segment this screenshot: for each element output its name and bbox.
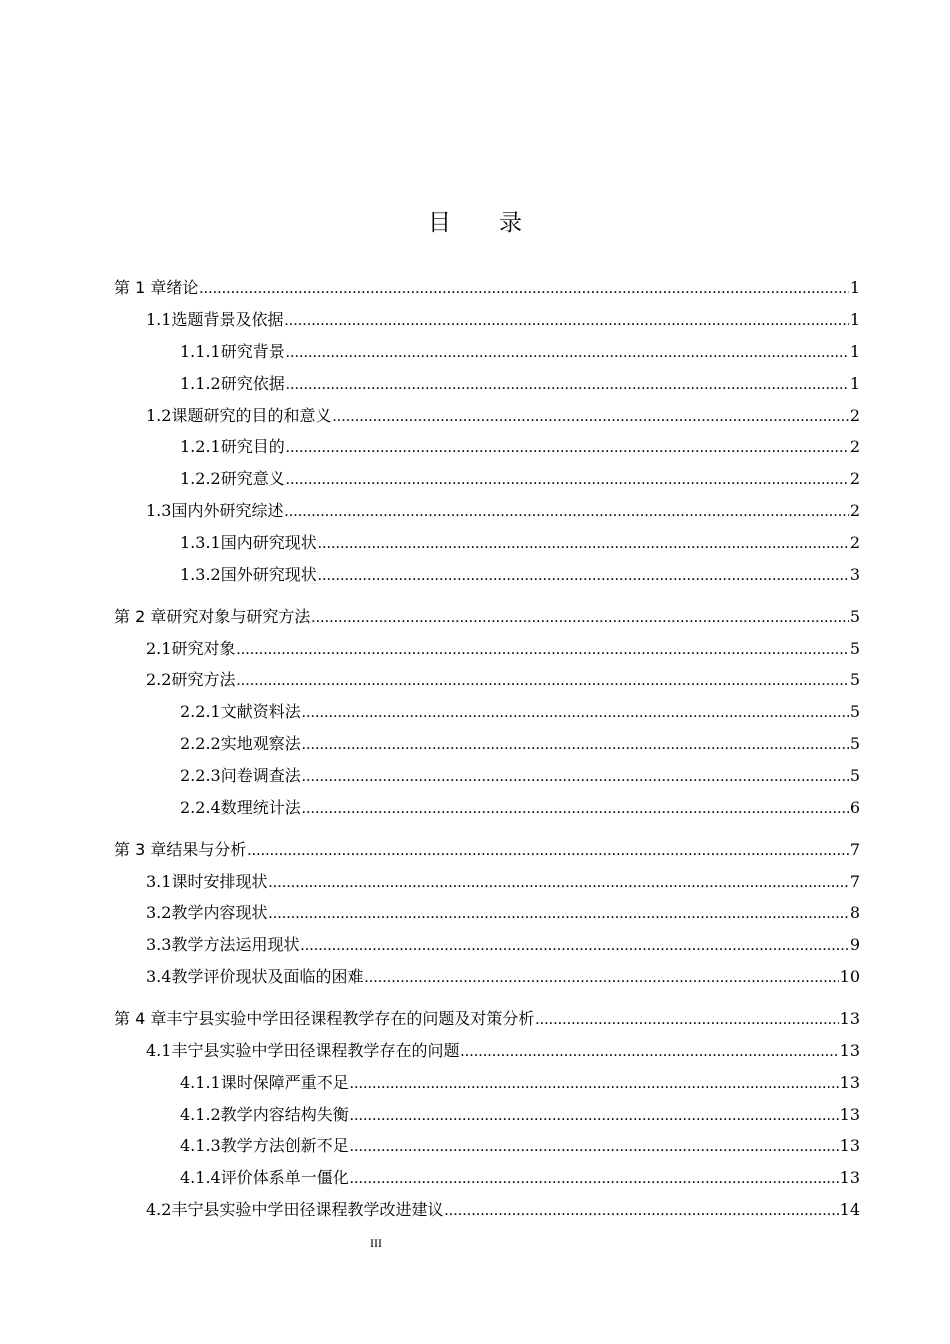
toc-entry-page: 13 bbox=[839, 1041, 860, 1060]
toc-leader-dots bbox=[286, 467, 849, 493]
toc-entry-page: 2 bbox=[849, 501, 860, 520]
toc-entry-page: 1 bbox=[849, 342, 860, 361]
toc-entry[interactable] bbox=[0, 403, 950, 429]
toc-entry-page: 13 bbox=[839, 1168, 860, 1187]
toc-entry[interactable] bbox=[0, 932, 950, 958]
toc-entry-number: 第 2 章 bbox=[114, 607, 167, 626]
toc-entry-title: 选题背景及依据 bbox=[171, 310, 284, 329]
toc-entry-number: 4.1.4 bbox=[180, 1168, 221, 1187]
toc-entry[interactable] bbox=[0, 1197, 950, 1223]
toc-entry-page: 5 bbox=[849, 670, 860, 689]
toc-entry[interactable] bbox=[0, 763, 950, 789]
toc-entry-page: 13 bbox=[839, 1105, 860, 1124]
toc-entry-title: 课题研究的目的和意义 bbox=[171, 406, 332, 425]
toc-leader-dots bbox=[236, 637, 848, 663]
toc-entry-page: 13 bbox=[839, 1009, 860, 1028]
toc-entry-number: 4.2 bbox=[146, 1200, 172, 1219]
toc-entry-page: 5 bbox=[849, 607, 860, 626]
toc-entry-title: 丰宁县实验中学田径课程教学存在的问题 bbox=[171, 1041, 460, 1060]
toc-entry-title: 课时保障严重不足 bbox=[220, 1073, 349, 1092]
toc-entry-page: 5 bbox=[849, 766, 860, 785]
toc-leader-dots bbox=[286, 372, 849, 398]
toc-entry-title: 结果与分析 bbox=[166, 840, 247, 859]
toc-entry-page: 1 bbox=[849, 278, 860, 297]
toc-entry-page: 6 bbox=[849, 798, 860, 817]
toc-entry-number: 2.2.2 bbox=[180, 734, 221, 753]
toc-entry-number: 4.1.2 bbox=[180, 1105, 221, 1124]
toc-entry[interactable] bbox=[0, 1038, 950, 1064]
toc-leader-dots bbox=[444, 1198, 838, 1224]
toc-leader-dots bbox=[535, 1007, 838, 1033]
toc-leader-dots bbox=[286, 435, 849, 461]
toc-entry-page: 7 bbox=[849, 840, 860, 859]
toc-leader-dots bbox=[350, 1166, 839, 1192]
toc-entry-number: 1.2 bbox=[146, 406, 172, 425]
toc-entry[interactable] bbox=[0, 498, 950, 524]
toc-entry-page: 13 bbox=[839, 1073, 860, 1092]
toc-leader-dots bbox=[302, 796, 849, 822]
toc-leader-dots bbox=[364, 965, 838, 991]
toc-entry-title: 教学方法创新不足 bbox=[220, 1136, 349, 1155]
toc-entry-page: 13 bbox=[839, 1136, 860, 1155]
toc-entry-number: 第 4 章 bbox=[114, 1009, 167, 1028]
toc-entry[interactable] bbox=[0, 1070, 950, 1096]
toc-leader-dots bbox=[318, 531, 849, 557]
toc-entry[interactable] bbox=[0, 1006, 950, 1032]
toc-leader-dots bbox=[284, 308, 848, 334]
toc-entry-number: 2.2.1 bbox=[180, 702, 221, 721]
toc-entry-title: 研究背景 bbox=[220, 342, 285, 361]
toc-entry[interactable] bbox=[0, 530, 950, 556]
toc-leader-dots bbox=[302, 764, 849, 790]
toc-entry-title: 研究对象与研究方法 bbox=[166, 607, 311, 626]
toc-entry-title: 丰宁县实验中学田径课程教学改进建议 bbox=[171, 1200, 444, 1219]
toc-entry[interactable] bbox=[0, 699, 950, 725]
toc-entry-number: 第 1 章 bbox=[114, 278, 167, 297]
toc-entry[interactable] bbox=[0, 1102, 950, 1128]
toc-entry-title: 教学内容结构失衡 bbox=[220, 1105, 349, 1124]
page-number-footer: III bbox=[370, 1236, 382, 1250]
toc-leader-dots bbox=[460, 1039, 838, 1065]
toc-entry[interactable] bbox=[0, 562, 950, 588]
toc-entry-page: 8 bbox=[849, 903, 860, 922]
toc-leader-dots bbox=[286, 340, 849, 366]
toc-leader-dots bbox=[332, 404, 848, 430]
toc-entry[interactable] bbox=[0, 1165, 950, 1191]
toc-entry-page: 10 bbox=[839, 967, 860, 986]
toc-entry-number: 4.1 bbox=[146, 1041, 172, 1060]
toc-entry[interactable] bbox=[0, 795, 950, 821]
toc-entry-title: 研究方法 bbox=[171, 670, 236, 689]
toc-entry[interactable] bbox=[0, 434, 950, 460]
toc-entry-number: 2.2.4 bbox=[180, 798, 221, 817]
toc-leader-dots bbox=[318, 563, 849, 589]
toc-entry[interactable] bbox=[0, 339, 950, 365]
toc-entry-page: 14 bbox=[839, 1200, 860, 1219]
toc-entry-title: 数理统计法 bbox=[220, 798, 301, 817]
toc-leader-dots bbox=[311, 605, 848, 631]
toc-entry-page: 9 bbox=[849, 935, 860, 954]
toc-entry-page: 2 bbox=[849, 533, 860, 552]
toc-entry-page: 5 bbox=[849, 702, 860, 721]
toc-entry-title: 文献资料法 bbox=[220, 702, 301, 721]
toc-entry-title: 国外研究现状 bbox=[220, 565, 317, 584]
toc-entry-number: 3.2 bbox=[146, 903, 172, 922]
toc-entry-title: 丰宁县实验中学田径课程教学存在的问题及对策分析 bbox=[166, 1009, 535, 1028]
toc-entry[interactable] bbox=[0, 964, 950, 990]
toc-entry-title: 研究目的 bbox=[220, 437, 285, 456]
toc-leader-dots bbox=[350, 1103, 839, 1129]
toc-entry-page: 2 bbox=[849, 406, 860, 425]
toc-title-char-1: 目 bbox=[428, 210, 451, 236]
toc-entry[interactable] bbox=[0, 636, 950, 662]
toc-entry[interactable] bbox=[0, 667, 950, 693]
toc-entry-page: 1 bbox=[849, 310, 860, 329]
toc-entry[interactable] bbox=[0, 731, 950, 757]
toc-entry-title: 研究依据 bbox=[220, 374, 285, 393]
toc-entry-title: 评价体系单一僵化 bbox=[220, 1168, 349, 1187]
toc-entry-page: 7 bbox=[849, 872, 860, 891]
toc-leader-dots bbox=[247, 838, 848, 864]
toc-entry-number: 1.1.2 bbox=[180, 374, 221, 393]
toc-entry[interactable] bbox=[0, 275, 950, 301]
toc-entry-number: 1.3 bbox=[146, 501, 172, 520]
toc-entry-title: 国内外研究综述 bbox=[171, 501, 284, 520]
toc-entry[interactable] bbox=[0, 1133, 950, 1159]
toc-entry-number: 1.2.1 bbox=[180, 437, 221, 456]
toc-entry-number: 2.2.3 bbox=[180, 766, 221, 785]
toc-entry-title: 国内研究现状 bbox=[220, 533, 317, 552]
toc-entry-title: 教学方法运用现状 bbox=[171, 935, 300, 954]
toc-entry-number: 4.1.1 bbox=[180, 1073, 221, 1092]
toc-entry-number: 3.4 bbox=[146, 967, 172, 986]
toc-leader-dots bbox=[302, 732, 849, 758]
toc-entry-number: 第 3 章 bbox=[114, 840, 167, 859]
toc-leader-dots bbox=[236, 668, 848, 694]
toc-leader-dots bbox=[284, 499, 848, 525]
toc-entry-number: 2.2 bbox=[146, 670, 172, 689]
toc-entry-title: 课时安排现状 bbox=[171, 872, 268, 891]
toc-entry-title: 研究意义 bbox=[220, 469, 285, 488]
toc-entry-page: 5 bbox=[849, 639, 860, 658]
toc-leader-dots bbox=[302, 700, 849, 726]
toc-entry-title: 实地观察法 bbox=[220, 734, 301, 753]
toc-entry[interactable] bbox=[0, 371, 950, 397]
toc-entry-number: 3.3 bbox=[146, 935, 172, 954]
toc-entry-page: 3 bbox=[849, 565, 860, 584]
toc-title-char-2: 录 bbox=[499, 210, 522, 236]
toc-leader-dots bbox=[350, 1134, 839, 1160]
toc-entry[interactable] bbox=[0, 869, 950, 895]
toc-entry-page: 2 bbox=[849, 469, 860, 488]
toc-entry[interactable] bbox=[0, 604, 950, 630]
toc-leader-dots bbox=[350, 1071, 839, 1097]
toc-entry-title: 研究对象 bbox=[171, 639, 236, 658]
toc-entry-title: 教学内容现状 bbox=[171, 903, 268, 922]
toc-entry-page: 5 bbox=[849, 734, 860, 753]
toc-entry[interactable] bbox=[0, 307, 950, 333]
toc-leader-dots bbox=[199, 276, 848, 302]
toc-entry-number: 3.1 bbox=[146, 872, 172, 891]
toc-entry-number: 1.1 bbox=[146, 310, 172, 329]
toc-entry[interactable] bbox=[0, 837, 950, 863]
toc-leader-dots bbox=[300, 933, 848, 959]
toc-entry-page: 2 bbox=[849, 437, 860, 456]
toc-entry[interactable] bbox=[0, 466, 950, 492]
toc-entry-title: 绪论 bbox=[166, 278, 199, 297]
toc-leader-dots bbox=[268, 870, 848, 896]
toc-entry-page: 1 bbox=[849, 374, 860, 393]
toc-entry-title: 教学评价现状及面临的困难 bbox=[171, 967, 364, 986]
toc-leader-dots bbox=[268, 901, 848, 927]
toc-entry-number: 1.1.1 bbox=[180, 342, 221, 361]
toc-entry[interactable] bbox=[0, 900, 950, 926]
toc-entry-number: 1.3.1 bbox=[180, 533, 221, 552]
toc-entry-number: 4.1.3 bbox=[180, 1136, 221, 1155]
toc-entry-number: 1.2.2 bbox=[180, 469, 221, 488]
toc-entry-number: 1.3.2 bbox=[180, 565, 221, 584]
toc-entry-number: 2.1 bbox=[146, 639, 172, 658]
toc-entry-title: 问卷调查法 bbox=[220, 766, 301, 785]
